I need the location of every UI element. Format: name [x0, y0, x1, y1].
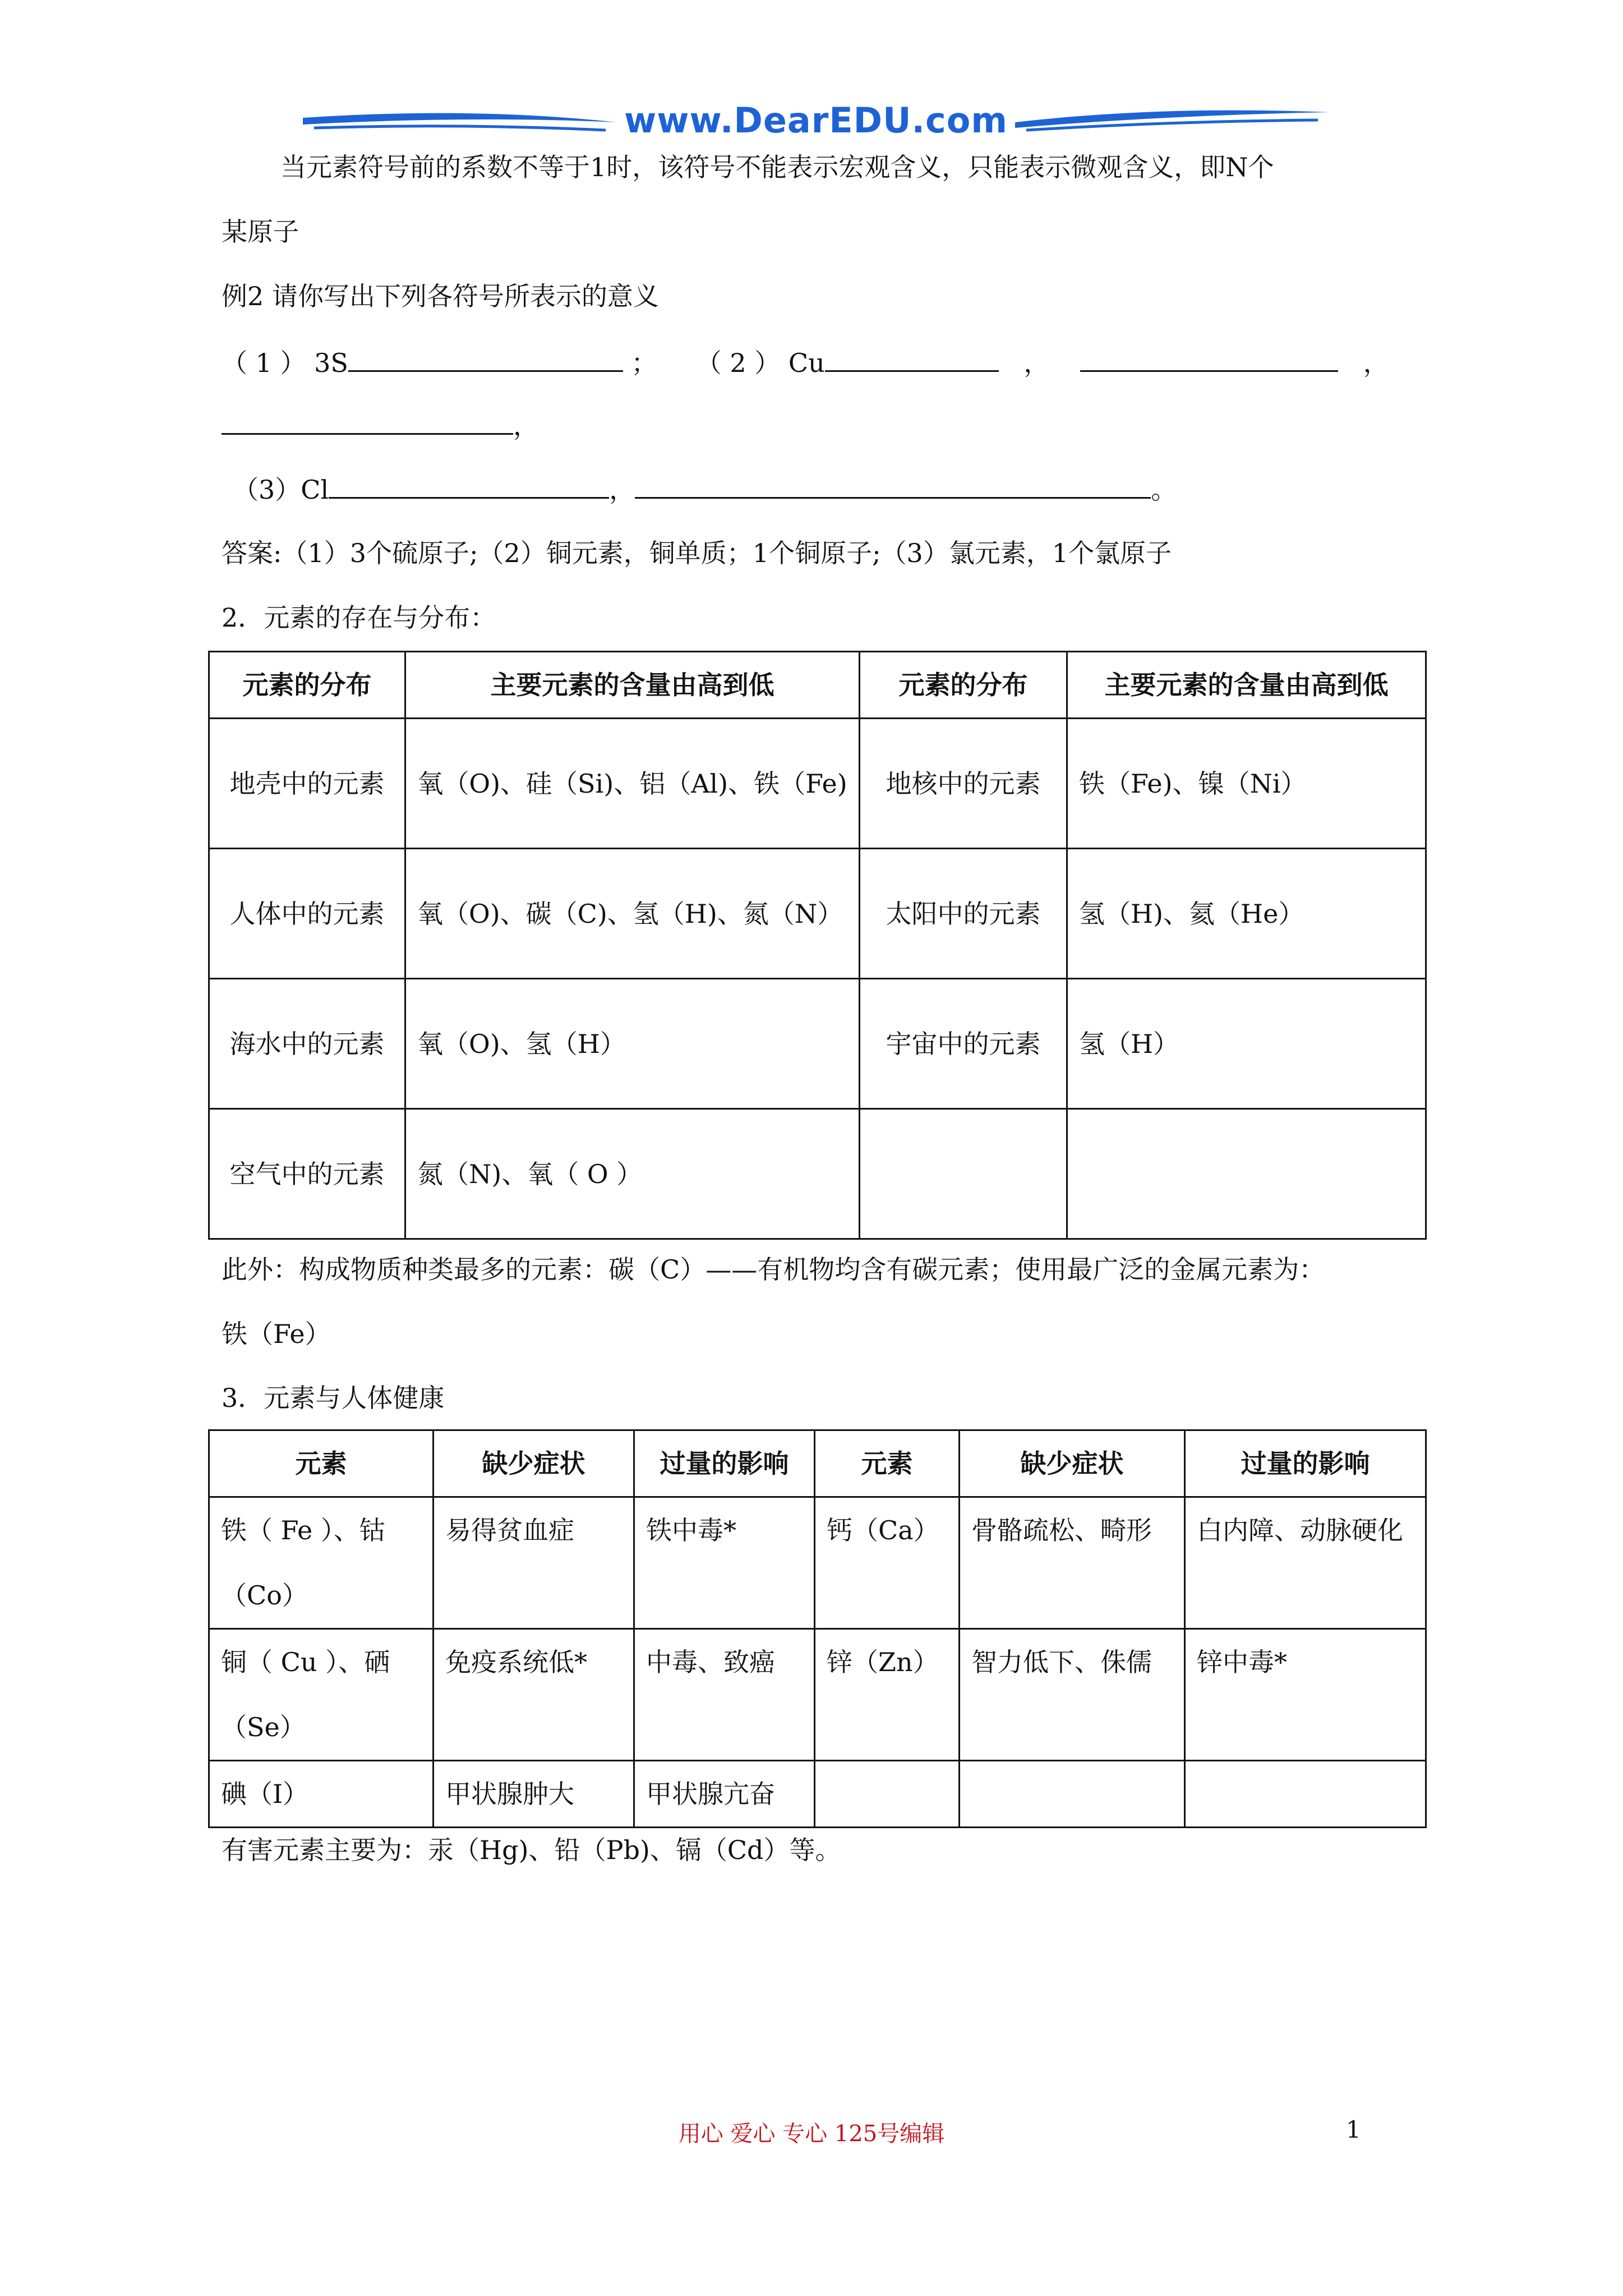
ex2-comma-1: ， [1023, 348, 1050, 378]
column-header: 过量的影响 [634, 1430, 815, 1497]
example-line-2 [222, 408, 539, 443]
table-cell: 空气中的元素 [209, 1109, 405, 1239]
table-cell: 甲状腺亢奋 [634, 1761, 815, 1828]
paragraph-1-line1: 当元素符号前的系数不等于1时，该符号不能表示宏观含义，只能表示微观含义，即N个 [280, 152, 1274, 182]
column-header: 元素的分布 [860, 652, 1067, 719]
ex3-end: 。 [1151, 475, 1177, 505]
ex2-blank-2 [1080, 346, 1338, 372]
ex3-blank-1 [329, 472, 609, 499]
table-cell: 锌中毒* [1185, 1629, 1426, 1761]
page-number: 1 [1346, 2116, 1361, 2143]
harmful-elements-text: 有害元素主要为：汞（Hg)、铅（Pb)、镉（Cd）等。 [222, 1835, 841, 1865]
column-header: 元素的分布 [209, 652, 405, 719]
table-cell: 碘（I） [209, 1761, 434, 1828]
section-3-title: 3．元素与人体健康 [222, 1383, 445, 1413]
table-header-row [209, 1430, 1426, 1497]
table-cell: 钙（Ca） [815, 1497, 960, 1629]
table-cell: 铁（Fe)、镍（Ni） [1067, 719, 1426, 849]
table-header-row [209, 652, 1426, 719]
ex2-blank-1 [825, 346, 999, 372]
column-header: 过量的影响 [1185, 1430, 1426, 1497]
table-cell: 锌（Zn） [815, 1629, 960, 1761]
ex2-blank-3 [222, 408, 513, 435]
table-cell: 氧（O)、硅（Si)、铝（Al)、铁（Fe) [405, 719, 860, 849]
table-row [209, 1109, 1426, 1239]
example-line-1 [222, 346, 1389, 380]
table-cell: 智力低下、侏儒 [960, 1629, 1185, 1761]
table-cell [860, 1109, 1067, 1239]
ex1-blank [348, 346, 623, 372]
element-distribution-table [208, 651, 1427, 1240]
table-row [209, 1761, 1426, 1828]
example-line-3 [233, 472, 1177, 507]
table-cell [1185, 1761, 1426, 1828]
ex3-comma: ， [609, 475, 635, 505]
table-cell: 氧（O)、碳（C)、氢（H)、氮（N） [405, 849, 860, 979]
ex3-label: （3）Cl [233, 475, 329, 505]
table-cell: 中毒、致癌 [634, 1629, 815, 1761]
section-2-title: 2．元素的存在与分布： [222, 602, 496, 633]
column-header: 主要元素的含量由高到低 [1067, 652, 1426, 719]
table-cell: 宇宙中的元素 [860, 979, 1067, 1109]
table-cell: 铁（ Fe ）、钴（Co） [209, 1497, 434, 1629]
table-row [209, 1497, 1426, 1629]
example-title: 例2 请你写出下列各符号所表示的意义 [222, 281, 659, 311]
table-row [209, 849, 1426, 979]
table-cell: 太阳中的元素 [860, 849, 1067, 979]
note-line-1: 此外：构成物质种类最多的元素：碳（C）——有机物均含有碳元素；使用最广泛的金属元素为： [222, 1254, 1325, 1285]
ex2-comma-3: ， [513, 411, 539, 441]
table-row [209, 719, 1426, 849]
table-cell: 人体中的元素 [209, 849, 405, 979]
table-cell: 甲状腺肿大 [434, 1761, 634, 1828]
table-cell: 骨骼疏松、畸形 [960, 1497, 1185, 1629]
page-header [303, 95, 1329, 149]
table-row [209, 1629, 1426, 1761]
table-row [209, 979, 1426, 1109]
answer-text: 答案:（1）3个硫原子;（2）铜元素，铜单质；1个铜原子;（3）氯元素，1个氯原子 [222, 538, 1172, 568]
note-line-2: 铁（Fe） [222, 1319, 331, 1349]
table-cell: 氢（H)、氦（He） [1067, 849, 1426, 979]
table-cell: 氮（N)、氧（ O ） [405, 1109, 860, 1239]
element-health-table [208, 1429, 1427, 1828]
table-cell: 铁中毒* [634, 1497, 815, 1629]
table-cell: 氧（O)、氢（H） [405, 979, 860, 1109]
table-cell: 易得贫血症 [434, 1497, 634, 1629]
table-cell [815, 1761, 960, 1828]
table-cell: 地核中的元素 [860, 719, 1067, 849]
ex2-label: （ 2 ） Cu [695, 348, 825, 378]
column-header: 缺少症状 [960, 1430, 1185, 1497]
ex2-comma-2: ， [1363, 348, 1389, 378]
table-cell: 免疫系统低* [434, 1629, 634, 1761]
page-footer: 用心 爱心 专心 125号编辑 [678, 2121, 945, 2147]
table-cell: 白内障、动脉硬化 [1185, 1497, 1426, 1629]
table-cell: 铜（ Cu ）、硒（Se） [209, 1629, 434, 1761]
table-cell: 氢（H） [1067, 979, 1426, 1109]
table-cell [960, 1761, 1185, 1828]
table-cell: 地壳中的元素 [209, 719, 405, 849]
column-header: 元素 [815, 1430, 960, 1497]
ex3-blank-2 [635, 472, 1151, 499]
paragraph-1-line2: 某原子 [222, 217, 299, 247]
column-header: 元素 [209, 1430, 434, 1497]
column-header: 主要元素的含量由高到低 [405, 652, 860, 719]
column-header: 缺少症状 [434, 1430, 634, 1497]
ex1-sep: ； [631, 348, 657, 378]
table-cell [1067, 1109, 1426, 1239]
site-logo-text: www.DearEDU.com [624, 100, 1008, 141]
ex1-label: （ 1 ） 3S [222, 348, 348, 378]
table-cell: 海水中的元素 [209, 979, 405, 1109]
